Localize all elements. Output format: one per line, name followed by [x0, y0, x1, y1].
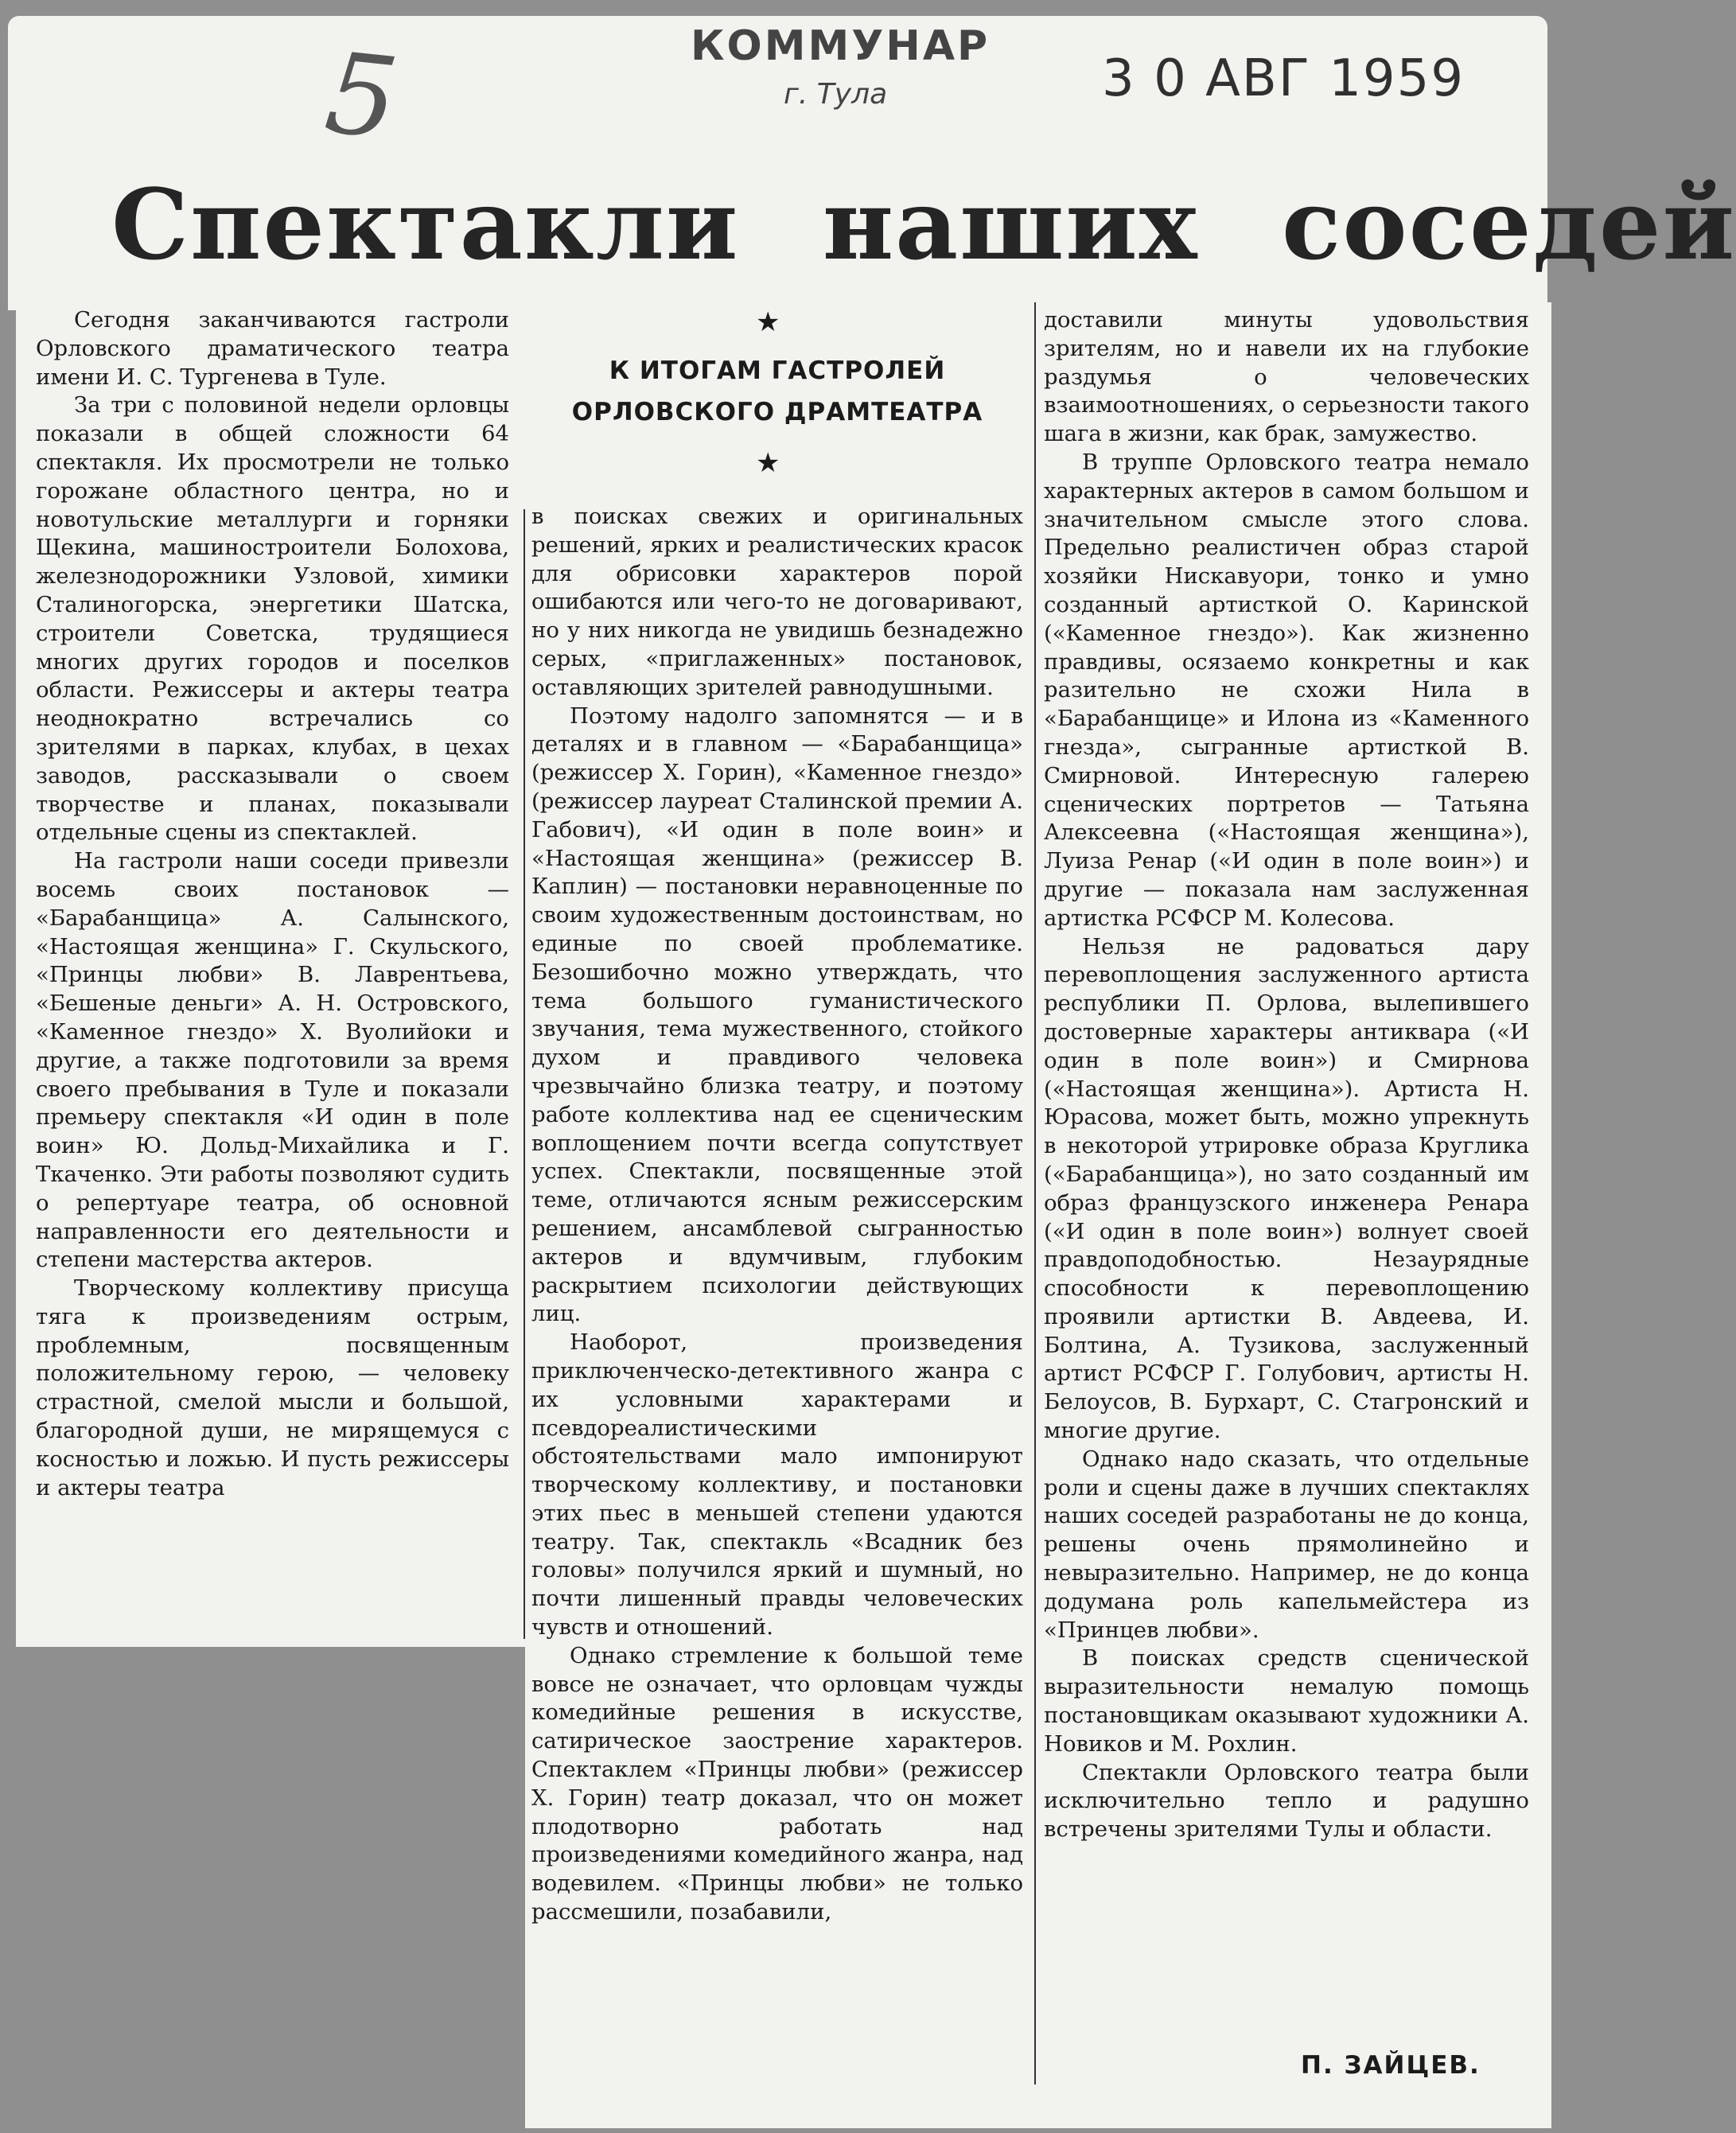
column-divider — [524, 509, 525, 1639]
article-subheading — [531, 350, 1023, 433]
article-column-1 — [36, 306, 509, 1502]
star-ornament: ★ — [756, 306, 780, 338]
star-ornament: ★ — [756, 447, 780, 479]
paragraph: В труппе Орловского театра немало характерных актеров в самом большом и значительном смысле этого слова. Предельно реалистичен образ старой хозяйки Нискавуори, тонко и умно созданный артисткой О. Каринской («Каменное гнездо»). Как жизненно правдивы, осязаемо конкретны и как разительно не схожи Нила в «Барабанщице» и Илона из «Каменного гнезда», сыгранные артисткой В. Смирновой. Интересную галерею сценических портретов — Татьяна Алексеевна («Настоящая женщина»), Луиза Ренар («И один в поле воин») и другие — показала нам заслуженная артистка РСФСР М. Колесова. — [1044, 449, 1529, 931]
paragraph: За три с половиной недели орловцы показали в общей сложности 64 спектакля. Их просмотрели не только горожане областного центра, но и новотульские металлурги и горняки Щекина, машиностроители Болохова, железнодорожники Узловой, химики Сталиногорска, энергетики Шатска, строители Советска, трудящиеся многих других городов и поселков области. Режиссеры и актеры театра неоднократно встречались со зрителями в парках, клубах, в цехах заводов, рассказывали о своем творчестве и планах, показывали отдельные сцены из спектаклей. — [36, 392, 509, 846]
newspaper-stamp: КОММУНАР — [691, 22, 991, 70]
author-signature: П. ЗАЙЦЕВ. — [1301, 2051, 1481, 2080]
paragraph: Творческому коллективу присуща тяга к произведениям острым, проблемным, посвященным положительному герою, — человеку страстной, смелой мысли и большой, благородной души, не мирящемуся с косностью и ложью. И пусть режиссеры и актеры театра — [36, 1275, 509, 1500]
city-stamp: г. Тула — [784, 78, 888, 111]
paragraph: Поэтому надолго запомнятся — и в деталях и в главном — «Барабанщица» (режиссер Х. Горин), «Каменное гнездо» (режиссер лауреат Сталинской премии А. Габович), «И один в поле воин» и «Настоящая женщина» (режиссер В. Каплин) — постановки неравноценные по своим художественным достоинствам, но единые по своей проблематике. Безошибочно можно утверждать, что тема большого гуманистического звучания, тема мужественного, стойкого духом и правдивого человека чрезвычайно близка театру, и поэтому работе коллектива над ее сценическим воплощением почти всегда сопутствует успех. Спектакли, посвященные этой теме, отличаются ясным режиссерским решением, ансамблевой сыгранностью актеров и вдумчивым, глубоким раскрытием психологии действующих лиц. — [531, 703, 1023, 1327]
date-stamp: 3 0 АВГ 1959 — [1102, 49, 1465, 108]
paragraph: В поисках средств сценической выразительности немалую помощь постановщикам оказывают художники А. Новиков и М. Рохлин. — [1044, 1645, 1529, 1757]
subheading-line: К ИТОГАМ ГАСТРОЛЕЙ — [609, 356, 946, 385]
paragraph: Однако стремление к большой теме вовсе не означает, что орловцам чужды комедийные решения в искусстве, сатирическое заострение характеров. Спектаклем «Принцы любви» (режиссер Х. Горин) театр доказал, что он может плодотворно работать над произведениями комедийного жанра, над водевилем. «Принцы любви» не только рассмешили, позабавили, — [531, 1642, 1023, 1925]
paragraph: в поисках свежих и оригинальных решений, ярких и реалистических красок для обрисовки характеров порой ошибаются или чего-то не договаривают, но у них никогда не увидишь безнадежно серых, «приглаженных» постановок, оставляющих зрителей равнодушными. — [531, 504, 1023, 700]
paragraph: На гастроли наши соседи привезли восемь своих постановок — «Барабанщица» А. Салынского, «Настоящая женщина» Г. Скульского, «Принцы любви» В. Лаврентьева, «Бешеные деньги» А. Н. Островского, «Каменное гнездо» Х. Вуолийоки и другие, а также подготовили за время своего пребывания в Туле и показали премьеру спектакля «И один в поле воин» Ю. Дольд-Михайлика и Г. Ткаченко. Эти работы позволяют судить о репертуаре театра, об основной направленности его деятельности и степени мастерства актеров. — [36, 848, 509, 1273]
article-column-3 — [1044, 306, 1529, 1844]
paragraph: Наоборот, произведения приключенческо-детективного жанра с их условными характерами и псевдореалистическими обстоятельствами мало импонируют творческому коллективу, и постановки этих пьес в меньшей степени удаются театру. Так, спектакль «Всадник без головы» получился яркий и шумный, но почти лишенный правды человеческих чувств и отношений. — [531, 1329, 1023, 1641]
paragraph: Однако надо сказать, что отдельные роли и сцены даже в лучших спектаклях наших соседей разработаны не до конца, решены очень прямолинейно и невыразительно. Например, не до конца додумана роль капельмейстера из «Принцев любви». — [1044, 1446, 1529, 1643]
article-column-2 — [531, 503, 1023, 1927]
paragraph: Нельзя не радоваться дару перевоплощения заслуженного артиста республики П. Орлова, вылепившего достоверные характеры антиквара («И один в поле воин») и Смирнова («Настоящая женщина»). Артиста Н. Юрасова, может быть, можно упрекнуть в некоторой утрировке образа Круглика («Барабанщица»), но зато созданный им образ французского инженера Ренара («И один в поле воин») волнует своей правдоподобностью. Незаурядные способности к перевоплощению проявили артистки В. Авдеева, И. Болтина, А. Тузикова, заслуженный артист РСФСР Г. Голубович, артисты Н. Белоусов, В. Бурхарт, С. Стагронский и многие другие. — [1044, 933, 1529, 1444]
article-title: Спектакли наших соседей — [111, 167, 1736, 282]
column-divider — [1034, 302, 1036, 2084]
subheading-line: ОРЛОВСКОГО ДРАМТЕАТРА — [571, 398, 983, 426]
pencil-mark: 5 — [319, 28, 404, 165]
paragraph: Спектакли Орловского театра были исключительно тепло и радушно встречены зрителями Тулы и области. — [1044, 1759, 1529, 1843]
paragraph: Сегодня заканчиваются гастроли Орловского драматического театра имени И. С. Тургенева в Туле. — [36, 307, 509, 390]
paragraph: доставили минуты удовольствия зрителям, но и навели их на глубокие раздумья о человеческих взаимоотношениях, о серьезности такого шага в жизни, как брак, замужество. — [1044, 307, 1529, 447]
